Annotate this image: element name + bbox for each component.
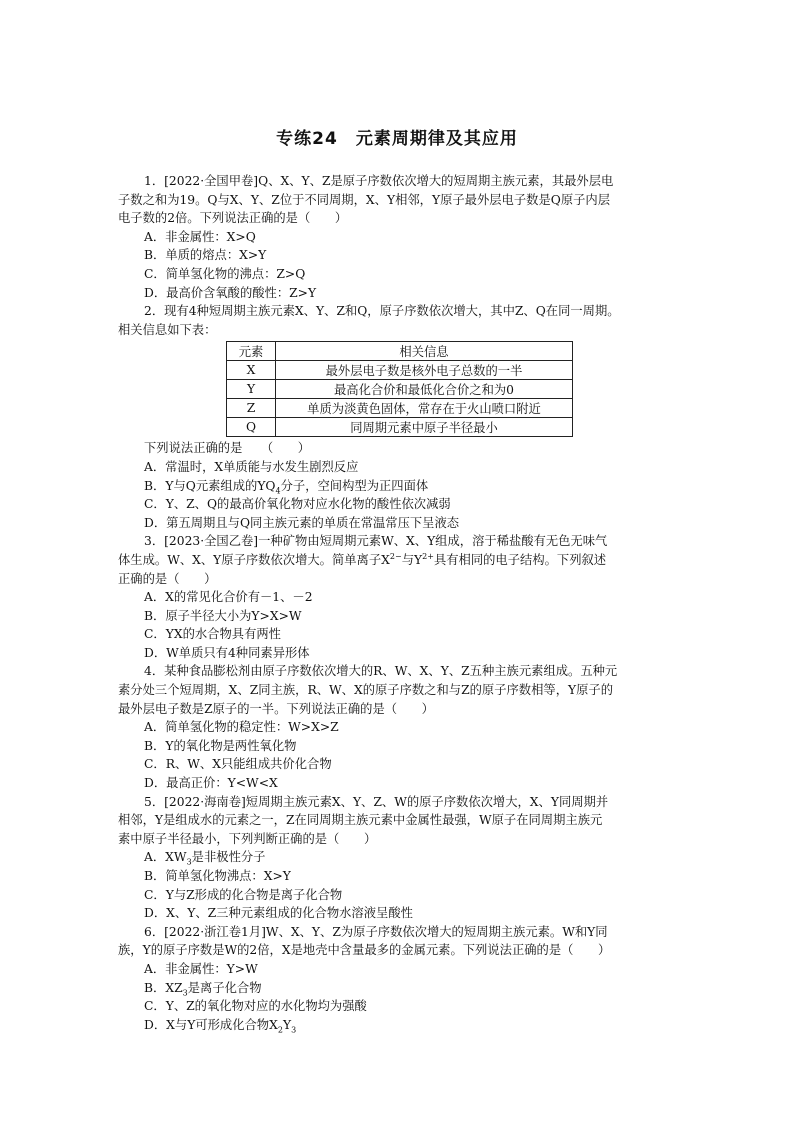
question-2-option-a: A．常温时，X单质能与水发生剧烈反应 xyxy=(144,459,359,474)
question-list xyxy=(118,172,678,1034)
superscript: 2− xyxy=(389,551,402,561)
question-4 xyxy=(118,662,678,792)
option-text: B．Y与Q元素组成的YQ xyxy=(144,478,276,493)
question-3-stem-line-2 xyxy=(118,551,678,570)
table-row xyxy=(227,418,573,437)
table-header-info: 相关信息 xyxy=(276,342,573,361)
question-6-option-a: A．非金属性：Y>W xyxy=(144,961,258,976)
subscript: 3 xyxy=(291,1025,297,1035)
question-6-option-c: C．Y、Z的氧化物对应的水化物均为强酸 xyxy=(144,999,367,1014)
question-4-stem-line-3: 最外层电子数是Z原子的一半。下列说法正确的是（ ） xyxy=(118,701,434,716)
question-6 xyxy=(118,923,678,1035)
question-4-stem-line-1: 4．某种食品膨松剂由原子序数依次增大的R、W、X、Y、Z五种主族元素组成。五种元 xyxy=(144,664,618,679)
question-1-stem-line-3: 电子数的2倍。下列说法正确的是（ ） xyxy=(118,211,348,226)
question-4-option-a: A．简单氢化物的稳定性：W>X>Z xyxy=(144,720,339,735)
option-text: D．X与Y可形成化合物X xyxy=(144,1017,278,1032)
table-cell-element: Y xyxy=(227,380,276,399)
element-info-table xyxy=(226,341,573,437)
question-6-option-b xyxy=(118,979,678,998)
table-cell-info: 最高化合价和最低化合价之和为0 xyxy=(276,380,573,399)
question-3-option-d: D．W单质只有4种同素异形体 xyxy=(144,645,310,660)
stem-text: 体生成。W、X、Y原子序数依次增大。简单离子X xyxy=(118,552,390,567)
option-text: B．XZ xyxy=(144,980,183,995)
question-4-option-c: C．R、W、X只能组成共价化合物 xyxy=(144,757,332,772)
question-5-stem-line-1: 5．[2022·海南卷]短周期主族元素X、Y、Z、W的原子序数依次增大，X、Y同周期并 xyxy=(144,794,609,809)
question-3-stem-line-1: 3．[2023·全国乙卷]一种矿物由短周期元素W、X、Y组成，溶于稀盐酸有无色无味气 xyxy=(144,534,608,549)
page-title: 专练24 元素周期律及其应用 xyxy=(276,129,518,149)
table-cell-element: Z xyxy=(227,399,276,418)
subscript: 4 xyxy=(275,485,281,495)
question-2-stem-line-3: 下列说法正确的是 （ ） xyxy=(144,441,311,456)
question-6-stem-line-1: 6．[2022·浙江卷1月]W、X、Y、Z为原子序数依次增大的短周期主族元素。W和Y同 xyxy=(144,924,608,939)
question-5-option-d: D．X、Y、Z三种元素组成的化合物水溶液呈酸性 xyxy=(144,906,413,921)
table-cell-element: X xyxy=(227,361,276,380)
question-5-stem-line-2: 相邻，Y是组成水的元素之一，Z在同周期主族元素中金属性最强，W原子在同周期主族元 xyxy=(118,813,603,828)
superscript: 2+ xyxy=(422,551,434,561)
subscript: 3 xyxy=(186,857,192,867)
question-4-option-b: B．Y的氧化物是两性氧化物 xyxy=(144,738,297,753)
table-cell-info: 最外层电子数是核外电子总数的一半 xyxy=(276,361,573,380)
table-cell-info: 单质为淡黄色固体，常存在于火山喷口附近 xyxy=(276,399,573,418)
question-2-option-d: D．第五周期且与Q同主族元素的单质在常温常压下呈液态 xyxy=(144,515,460,530)
question-1 xyxy=(118,172,678,302)
question-2 xyxy=(118,302,678,532)
question-1-option-a: A．非金属性：X>Q xyxy=(144,229,256,244)
table-row xyxy=(227,361,573,380)
question-5-stem-line-3: 素中原子半径最小，下列判断正确的是（ ） xyxy=(118,831,377,846)
subscript: 2 xyxy=(277,1025,283,1035)
option-text: 分子，空间构型为正四面体 xyxy=(280,478,429,493)
question-3-option-c: C．YX的水合物具有两性 xyxy=(144,627,281,642)
question-1-stem-line-2: 子数之和为19。Q与X、Y、Z位于不同周期，X、Y相邻，Y原子最外层电子数是Q原子内层 xyxy=(118,192,611,207)
question-1-option-b: B．单质的熔点：X>Y xyxy=(144,248,267,263)
question-3-option-a: A．X的常见化合价有－1、－2 xyxy=(144,590,313,605)
question-1-option-c: C．简单氢化物的沸点：Z>Q xyxy=(144,266,306,281)
table-cell-element: Q xyxy=(227,418,276,437)
subscript: 3 xyxy=(182,988,188,998)
question-3-stem-line-3: 正确的是（ ） xyxy=(118,571,217,586)
option-text: 是离子化合物 xyxy=(187,980,262,995)
question-3 xyxy=(118,532,678,662)
question-5-option-b: B．简单氢化物沸点：X>Y xyxy=(144,869,291,883)
question-4-stem-line-2: 素分处三个短周期，X、Z同主族，R、W、X的原子序数之和与Z的原子序数相等，Y原子的 xyxy=(118,683,614,698)
table-header-row xyxy=(227,342,573,361)
question-1-stem-line-1: 1．[2022·全国甲卷]Q、X、Y、Z是原子序数依次增大的短周期主族元素，其最外层电 xyxy=(144,174,614,188)
table-row xyxy=(227,380,573,399)
question-3-option-b: B．原子半径大小为Y>X>W xyxy=(144,608,302,623)
question-5-option-a xyxy=(118,848,678,867)
table-cell-info: 同周期元素中原子半径最小 xyxy=(276,418,573,437)
question-5-option-c: C．Y与Z形成的化合物是离子化合物 xyxy=(144,887,343,902)
question-6-option-d xyxy=(118,1016,678,1035)
question-6-stem-line-2: 族，Y的原子序数是W的2倍，X是地壳中含量最多的金属元素。下列说法正确的是（ ） xyxy=(118,943,611,958)
stem-text: 与Y xyxy=(401,552,423,567)
question-5 xyxy=(118,793,678,923)
question-2-stem-line-1: 2．现有4种短周期主族元素X、Y、Z和Q，原子序数依次增大，其中Z、Q在同一周期。 xyxy=(144,304,620,319)
question-2-stem-line-2: 相关信息如下表： xyxy=(118,322,217,337)
stem-text: 具有相同的电子结构。下列叙述 xyxy=(433,552,607,567)
question-4-option-d: D．最高正价：Y<W<X xyxy=(144,776,278,791)
option-text: A．XW xyxy=(144,850,187,865)
table-row xyxy=(227,399,573,418)
question-2-option-c: C．Y、Z、Q的最高价氧化物对应水化物的酸性依次减弱 xyxy=(144,497,451,512)
question-1-option-d: D．最高价含氧酸的酸性：Z>Y xyxy=(144,285,317,300)
option-text: Y xyxy=(282,1017,292,1032)
table-header-element: 元素 xyxy=(227,342,276,361)
question-2-option-b xyxy=(118,477,678,496)
option-text: 是非极性分子 xyxy=(191,850,266,865)
